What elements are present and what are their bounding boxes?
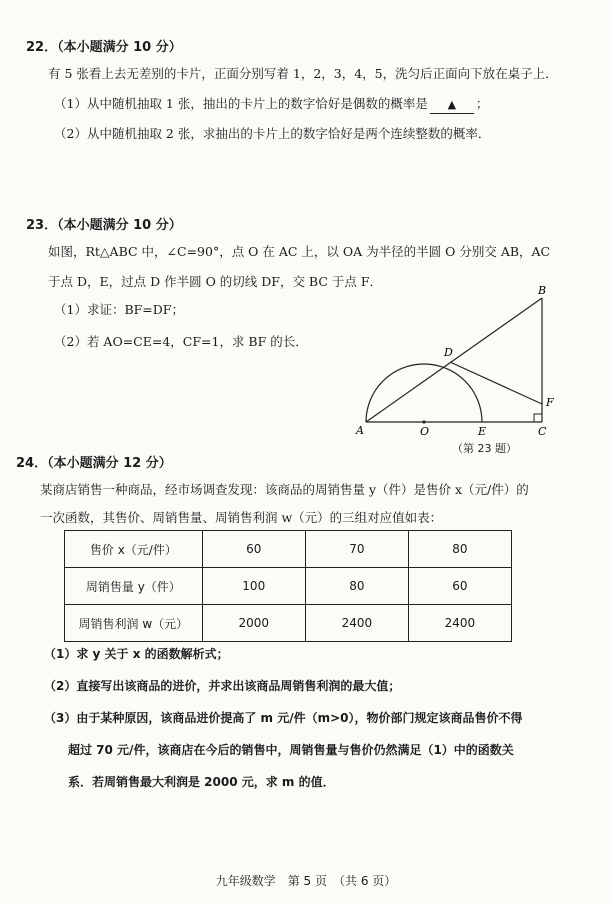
center-point-o [422, 420, 425, 423]
q22-part1-text: （1）从中随机抽取 1 张，抽出的卡片上的数字恰好是偶数的概率是 [54, 96, 428, 111]
q22-part2: （2）从中随机抽取 2 张，求抽出的卡片上的数字恰好是两个连续整数的概率． [54, 126, 491, 141]
q24-header: 24．（本小题满分 12 分） [16, 456, 172, 471]
segment-ab [366, 298, 542, 422]
q24-stem-line1: 某商店销售一种商品，经市场调查发现：该商品的周销售量 y（件）是售价 x（元/件）的 [40, 482, 529, 497]
q23-part1: （1）求证：BF=DF； [54, 302, 184, 317]
figure-caption: （第 23 题） [452, 442, 517, 455]
page-footer: 九年级数学 第 5 页 （共 6 页） [215, 874, 397, 888]
table-cell: 80 [305, 568, 408, 605]
q22-part1 [54, 96, 488, 114]
label-b: B [538, 284, 547, 297]
q23-stem-line2: 于点 D，E，过点 D 作半圆 O 的切线 DF，交 BC 于点 F． [48, 274, 383, 289]
q24-stem-line2: 一次函数，其售价、周销售量、周销售利润 w（元）的三组对应值如表： [40, 510, 443, 525]
tangent-df [450, 362, 542, 404]
table-cell: 60 [202, 531, 305, 568]
table-cell: 100 [202, 568, 305, 605]
row-header-volume: 周销售量 y（件） [65, 568, 203, 605]
table-cell: 80 [408, 531, 511, 568]
table-row [65, 605, 512, 642]
table-row [65, 531, 512, 568]
semicircle-o [366, 364, 482, 422]
q24-part3-line2: 超过 70 元/件，该商店在今后的销售中，周销售量与售价仍然满足（1）中的函数关 [68, 743, 514, 757]
table-cell: 2000 [202, 605, 305, 642]
q24-part1: （1）求 y 关于 x 的函数解析式； [44, 647, 229, 661]
q24-part3-line1: （3）由于某种原因，该商品进价提高了 m 元/件（m>0），物价部门规定该商品售价不得 [44, 711, 523, 725]
label-e: E [478, 425, 487, 438]
table-cell: 2400 [305, 605, 408, 642]
q24-part2: （2）直接写出该商品的进价，并求出该商品周销售利润的最大值； [44, 679, 401, 693]
table-row [65, 568, 512, 605]
q24-part3-line3: 系．若周销售最大利润是 2000 元，求 m 的值． [68, 775, 335, 789]
label-a: A [356, 424, 364, 437]
table-cell: 70 [305, 531, 408, 568]
right-angle-mark [534, 414, 542, 422]
label-f: F [546, 396, 554, 409]
q22-part1-end: ； [475, 96, 489, 111]
q23-stem-line1: 如图，Rt△ABC 中，∠C=90°，点 O 在 AC 上，以 OA 为半径的半圆 O 分别交 AB，AC [48, 244, 551, 259]
label-d: D [444, 346, 453, 359]
q22-header: 22．（本小题满分 10 分） [26, 40, 182, 55]
q22-stem: 有 5 张看上去无差别的卡片，正面分别写着 1，2，3，4，5，洗匀后正面向下放在桌子上． [48, 66, 558, 81]
table-cell: 2400 [408, 605, 511, 642]
row-header-profit: 周销售利润 w（元） [65, 605, 203, 642]
q23-header: 23．（本小题满分 10 分） [26, 218, 182, 233]
label-o: O [420, 425, 430, 438]
geometry-figure [352, 282, 562, 442]
table-cell: 60 [408, 568, 511, 605]
row-header-price: 售价 x（元/件） [65, 531, 203, 568]
data-table [64, 530, 512, 642]
label-c: C [538, 425, 547, 438]
triangle-icon: ▲ [447, 98, 457, 111]
answer-blank [430, 96, 474, 114]
q23-part2: （2）若 AO=CE=4，CF=1，求 BF 的长． [54, 334, 308, 349]
